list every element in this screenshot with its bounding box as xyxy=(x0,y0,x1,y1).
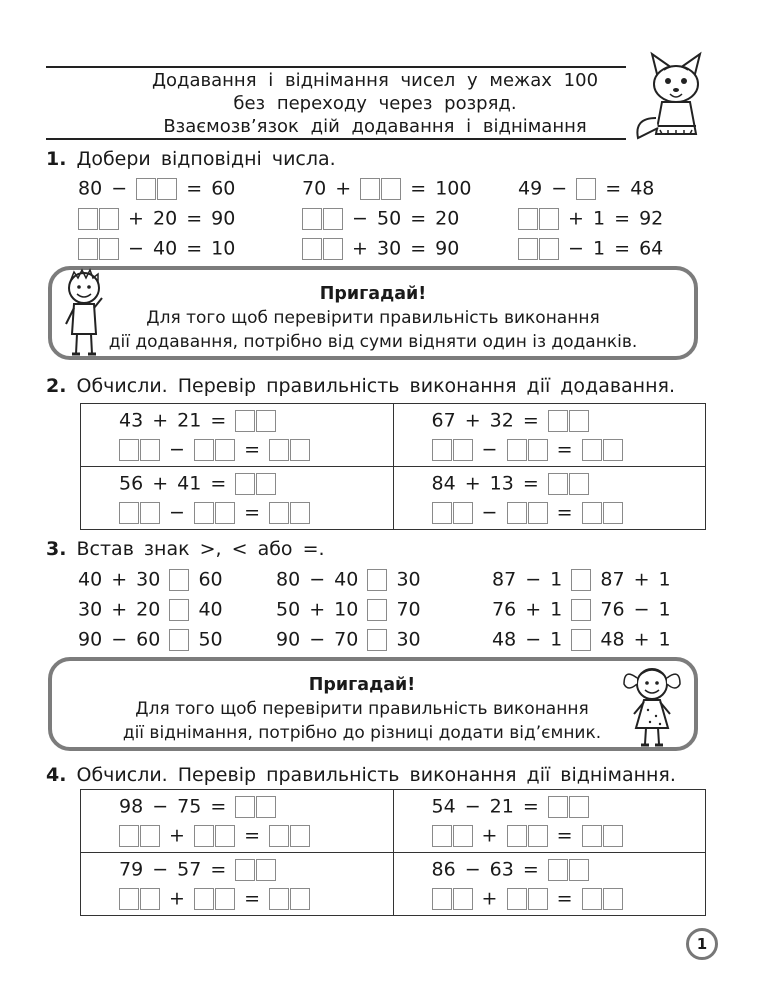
answer-box[interactable] xyxy=(194,439,214,461)
answer-box[interactable] xyxy=(323,208,343,230)
answer-box-group xyxy=(507,502,548,524)
remind-2-line-2: дії віднімання, потрібно до різниці додати від’ємник. xyxy=(122,723,602,743)
answer-box-group xyxy=(367,569,387,591)
equation-suffix: − 40 = 10 xyxy=(128,237,236,260)
equals-sign: = xyxy=(556,824,573,847)
equals-sign: = xyxy=(556,501,573,524)
answer-box-group xyxy=(367,599,387,621)
answer-box[interactable] xyxy=(571,569,591,591)
comparison xyxy=(78,566,223,593)
answer-box-group xyxy=(235,796,276,818)
answer-box[interactable] xyxy=(256,796,276,818)
check-equation xyxy=(432,407,589,434)
operator-sign: + xyxy=(481,887,498,910)
equation-text: 67 + 32 = xyxy=(431,409,539,432)
operator-sign: + xyxy=(169,887,185,910)
answer-box-group xyxy=(269,439,310,461)
check-equation xyxy=(432,470,589,497)
answer-box-group xyxy=(571,599,591,621)
header-top-line xyxy=(46,66,626,68)
answer-box[interactable] xyxy=(603,825,623,847)
comparison-left: 48 − 1 xyxy=(492,628,563,651)
check-equation-verify xyxy=(119,499,310,526)
answer-box-group xyxy=(548,473,589,495)
answer-box[interactable] xyxy=(235,859,255,881)
answer-box-group xyxy=(432,502,473,524)
comparison-right: 87 + 1 xyxy=(600,568,671,591)
check-equation-verify xyxy=(119,436,310,463)
task-1-equation xyxy=(518,175,654,202)
equation-text: 56 + 41 = xyxy=(119,472,227,495)
task2-grid xyxy=(80,403,706,530)
header-title-line-3: Взаємозв’язок дій додавання і віднімання xyxy=(163,116,587,137)
answer-box[interactable] xyxy=(569,859,589,881)
equation-text: 43 + 21 = xyxy=(119,409,227,432)
comparison-left: 50 + 10 xyxy=(276,598,359,621)
equals-sign: = xyxy=(244,887,260,910)
answer-box[interactable] xyxy=(507,439,527,461)
answer-box[interactable] xyxy=(528,888,548,910)
answer-box[interactable] xyxy=(256,859,276,881)
answer-box-group xyxy=(269,825,310,847)
answer-box[interactable] xyxy=(518,208,538,230)
equation-text: 54 − 21 = xyxy=(431,795,539,818)
check-equation-verify xyxy=(432,436,623,463)
comparison-left: 30 + 20 xyxy=(78,598,161,621)
equation-suffix: − 1 = 64 xyxy=(568,237,664,260)
equation-suffix: − 50 = 20 xyxy=(352,207,460,230)
answer-box[interactable] xyxy=(290,502,310,524)
equation-text: 98 − 75 = xyxy=(119,795,227,818)
answer-box-group xyxy=(235,473,276,495)
table-cell xyxy=(393,404,706,467)
answer-box-group xyxy=(194,439,235,461)
answer-box[interactable] xyxy=(290,439,310,461)
answer-box-group xyxy=(235,859,276,881)
answer-box-group xyxy=(548,859,589,881)
task-1-heading xyxy=(46,148,336,170)
answer-box[interactable] xyxy=(215,825,235,847)
task-1-text: Добери відповідні числа. xyxy=(76,148,336,170)
answer-box[interactable] xyxy=(569,473,589,495)
equals-sign: = xyxy=(244,501,260,524)
answer-box-group xyxy=(432,439,473,461)
table-cell xyxy=(393,790,706,853)
answer-box[interactable] xyxy=(539,238,559,260)
answer-box[interactable] xyxy=(302,208,322,230)
answer-box[interactable] xyxy=(78,238,98,260)
task-1-equation xyxy=(518,205,663,232)
table-cell xyxy=(393,853,706,916)
answer-box[interactable] xyxy=(269,439,289,461)
answer-box[interactable] xyxy=(235,796,255,818)
task4-grid xyxy=(80,789,706,916)
answer-box-group xyxy=(78,238,119,260)
answer-box[interactable] xyxy=(539,208,559,230)
comparison xyxy=(492,566,671,593)
answer-box-group xyxy=(548,410,589,432)
answer-box[interactable] xyxy=(432,439,452,461)
answer-box[interactable] xyxy=(140,502,160,524)
comparison xyxy=(78,596,223,623)
table-cell xyxy=(81,467,394,530)
answer-box[interactable] xyxy=(119,502,139,524)
answer-box[interactable] xyxy=(136,178,156,200)
answer-box-group xyxy=(576,178,596,200)
answer-box[interactable] xyxy=(140,439,160,461)
answer-box-group xyxy=(169,569,189,591)
answer-box[interactable] xyxy=(367,599,387,621)
answer-box[interactable] xyxy=(576,178,596,200)
equals-sign: = xyxy=(244,438,260,461)
answer-box[interactable] xyxy=(302,238,322,260)
page-number: 1 xyxy=(686,928,718,960)
equation-suffix: + 1 = 92 xyxy=(568,207,664,230)
comparison-left: 90 − 70 xyxy=(276,628,359,651)
answer-box[interactable] xyxy=(119,825,139,847)
comparison xyxy=(492,596,671,623)
fox-mascot-icon xyxy=(628,48,724,144)
comparison-right: 48 + 1 xyxy=(600,628,671,651)
answer-box-group xyxy=(194,825,235,847)
answer-box[interactable] xyxy=(569,410,589,432)
task-1-equation xyxy=(302,235,459,262)
answer-box[interactable] xyxy=(235,410,255,432)
answer-box[interactable] xyxy=(99,208,119,230)
answer-box[interactable] xyxy=(507,888,527,910)
answer-box[interactable] xyxy=(269,825,289,847)
operator-sign: + xyxy=(169,824,185,847)
answer-box[interactable] xyxy=(569,796,589,818)
answer-box[interactable] xyxy=(528,825,548,847)
check-equation xyxy=(119,407,276,434)
answer-box-group xyxy=(582,825,623,847)
comparison-right: 40 xyxy=(198,598,223,621)
answer-box[interactable] xyxy=(215,439,235,461)
task-2-text: Обчисли. Перевір правильність виконання дії додавання. xyxy=(76,375,675,397)
answer-box[interactable] xyxy=(603,439,623,461)
comparison-left: 87 − 1 xyxy=(492,568,563,591)
equation-suffix: = 60 xyxy=(186,177,236,200)
operator-sign: − xyxy=(169,501,185,524)
check-equation xyxy=(119,856,276,883)
answer-box-group xyxy=(194,888,235,910)
answer-box[interactable] xyxy=(507,825,527,847)
equation-text: 86 − 63 = xyxy=(431,858,539,881)
comparison xyxy=(276,566,421,593)
answer-box[interactable] xyxy=(507,502,527,524)
equals-sign: = xyxy=(556,438,573,461)
task-2-heading xyxy=(46,375,675,397)
remind-box-subtraction xyxy=(48,657,698,751)
comparison xyxy=(492,626,671,653)
answer-box[interactable] xyxy=(528,502,548,524)
remind-box-addition xyxy=(48,266,698,360)
answer-box[interactable] xyxy=(571,599,591,621)
header-bottom-line xyxy=(46,138,626,140)
answer-box-group xyxy=(136,178,177,200)
answer-box-group xyxy=(360,178,401,200)
comparison-right: 50 xyxy=(198,628,223,651)
answer-box[interactable] xyxy=(194,825,214,847)
answer-box[interactable] xyxy=(256,410,276,432)
check-equation xyxy=(119,470,276,497)
comparison-left: 90 − 60 xyxy=(78,628,161,651)
remind-2-title: Пригадай! xyxy=(308,675,416,695)
comparison-left: 40 + 30 xyxy=(78,568,161,591)
task-1-equation xyxy=(78,175,235,202)
answer-box[interactable] xyxy=(603,502,623,524)
answer-box-group xyxy=(571,569,591,591)
answer-box-group xyxy=(119,502,160,524)
comparison-right: 30 xyxy=(396,568,421,591)
answer-box-group xyxy=(302,238,343,260)
answer-box[interactable] xyxy=(194,502,214,524)
answer-box[interactable] xyxy=(290,888,310,910)
remind-1-title: Пригадай! xyxy=(319,284,427,304)
task-4-text: Обчисли. Перевір правильність виконання дії віднімання. xyxy=(76,764,676,786)
header-title-line-2: без переходу через розряд. xyxy=(233,93,517,114)
answer-box[interactable] xyxy=(367,569,387,591)
answer-box-group xyxy=(518,238,559,260)
answer-box[interactable] xyxy=(119,888,139,910)
answer-box[interactable] xyxy=(323,238,343,260)
answer-box-group xyxy=(432,888,473,910)
check-equation-verify xyxy=(432,822,623,849)
table-cell xyxy=(393,467,706,530)
check-equation xyxy=(432,856,589,883)
answer-box[interactable] xyxy=(256,473,276,495)
comparison-right: 30 xyxy=(396,628,421,651)
comparison-right: 76 − 1 xyxy=(600,598,671,621)
answer-box[interactable] xyxy=(169,569,189,591)
answer-box-group xyxy=(302,208,343,230)
answer-box[interactable] xyxy=(78,208,98,230)
task-1-equation xyxy=(78,205,235,232)
equals-sign: = xyxy=(244,824,260,847)
equation-prefix: 70 + xyxy=(302,177,352,200)
answer-box[interactable] xyxy=(582,888,602,910)
check-equation-verify xyxy=(119,822,310,849)
equation-text: 84 + 13 = xyxy=(431,472,539,495)
answer-box[interactable] xyxy=(215,502,235,524)
answer-box[interactable] xyxy=(548,859,568,881)
equation-prefix: 80 − xyxy=(78,177,128,200)
answer-box[interactable] xyxy=(169,629,189,651)
answer-box[interactable] xyxy=(194,888,214,910)
answer-box-group xyxy=(367,629,387,651)
answer-box[interactable] xyxy=(215,888,235,910)
equation-suffix: + 30 = 90 xyxy=(352,237,460,260)
answer-box-group xyxy=(548,796,589,818)
answer-box-group xyxy=(269,888,310,910)
answer-box[interactable] xyxy=(290,825,310,847)
answer-box-group xyxy=(507,888,548,910)
comparison-right: 70 xyxy=(396,598,421,621)
check-equation-verify xyxy=(432,885,623,912)
answer-box-group xyxy=(518,208,559,230)
answer-box-group xyxy=(582,502,623,524)
answer-box[interactable] xyxy=(453,439,473,461)
answer-box-group xyxy=(78,208,119,230)
answer-box-group xyxy=(507,439,548,461)
answer-box-group xyxy=(119,888,160,910)
answer-box[interactable] xyxy=(99,238,119,260)
answer-box[interactable] xyxy=(603,888,623,910)
equation-text: 79 − 57 = xyxy=(119,858,227,881)
answer-box[interactable] xyxy=(157,178,177,200)
answer-box-group xyxy=(582,888,623,910)
table-cell xyxy=(81,853,394,916)
comparison-right: 60 xyxy=(198,568,223,591)
answer-box[interactable] xyxy=(360,178,380,200)
remind-1-line-1: Для того щоб перевірити правильність виконання xyxy=(146,308,600,328)
answer-box[interactable] xyxy=(381,178,401,200)
check-equation-verify xyxy=(119,885,310,912)
comparison-left: 80 − 40 xyxy=(276,568,359,591)
comparison xyxy=(276,596,421,623)
answer-box[interactable] xyxy=(269,888,289,910)
girl-character-icon xyxy=(620,662,684,750)
operator-sign: − xyxy=(169,438,185,461)
comparison xyxy=(78,626,223,653)
equation-suffix: = 100 xyxy=(410,177,472,200)
answer-box[interactable] xyxy=(582,825,602,847)
answer-box[interactable] xyxy=(453,502,473,524)
boy-character-icon xyxy=(62,268,106,360)
equals-sign: = xyxy=(556,887,573,910)
equation-suffix: = 48 xyxy=(605,177,655,200)
answer-box[interactable] xyxy=(571,629,591,651)
answer-box-group xyxy=(582,439,623,461)
comparison-left: 76 + 1 xyxy=(492,598,563,621)
task-3-heading xyxy=(46,538,325,560)
comparison xyxy=(276,626,421,653)
answer-box-group xyxy=(194,502,235,524)
answer-box-group xyxy=(169,629,189,651)
answer-box-group xyxy=(235,410,276,432)
remind-1-line-2: дії додавання, потрібно від суми відняти один із доданків. xyxy=(108,332,638,352)
check-equation xyxy=(432,793,589,820)
task-1-number: 1. xyxy=(46,148,67,170)
table-cell xyxy=(81,790,394,853)
remind-2-line-1: Для того щоб перевірити правильність виконання xyxy=(135,699,589,719)
operator-sign: − xyxy=(481,501,498,524)
task-4-heading xyxy=(46,764,676,786)
answer-box[interactable] xyxy=(432,502,452,524)
task-1-equation xyxy=(78,235,235,262)
answer-box-group xyxy=(119,825,160,847)
answer-box[interactable] xyxy=(140,825,160,847)
answer-box[interactable] xyxy=(528,439,548,461)
answer-box[interactable] xyxy=(169,599,189,621)
answer-box[interactable] xyxy=(453,825,473,847)
answer-box[interactable] xyxy=(582,502,602,524)
answer-box-group xyxy=(119,439,160,461)
task-2-number: 2. xyxy=(46,375,67,397)
equation-prefix: 49 − xyxy=(518,177,568,200)
task-4-number: 4. xyxy=(46,764,67,786)
answer-box[interactable] xyxy=(432,825,452,847)
check-equation-verify xyxy=(432,499,623,526)
answer-box[interactable] xyxy=(367,629,387,651)
task-3-text: Встав знак >, < або =. xyxy=(76,538,325,560)
answer-box-group xyxy=(169,599,189,621)
answer-box[interactable] xyxy=(432,888,452,910)
task-1-equation xyxy=(518,235,663,262)
operator-sign: − xyxy=(481,438,498,461)
equation-suffix: + 20 = 90 xyxy=(128,207,236,230)
header-title-line-1: Додавання і віднімання чисел у межах 100 xyxy=(151,70,599,91)
answer-box[interactable] xyxy=(548,473,568,495)
table-cell xyxy=(81,404,394,467)
answer-box[interactable] xyxy=(582,439,602,461)
answer-box-group xyxy=(507,825,548,847)
answer-box[interactable] xyxy=(119,439,139,461)
task-1-equation xyxy=(302,205,459,232)
answer-box-group xyxy=(269,502,310,524)
answer-box-group xyxy=(432,825,473,847)
answer-box-group xyxy=(571,629,591,651)
answer-box[interactable] xyxy=(518,238,538,260)
answer-box[interactable] xyxy=(548,410,568,432)
answer-box[interactable] xyxy=(269,502,289,524)
answer-box[interactable] xyxy=(453,888,473,910)
answer-box[interactable] xyxy=(140,888,160,910)
task-1-equation xyxy=(302,175,471,202)
answer-box[interactable] xyxy=(548,796,568,818)
check-equation xyxy=(119,793,276,820)
answer-box[interactable] xyxy=(235,473,255,495)
task-3-number: 3. xyxy=(46,538,67,560)
operator-sign: + xyxy=(481,824,498,847)
